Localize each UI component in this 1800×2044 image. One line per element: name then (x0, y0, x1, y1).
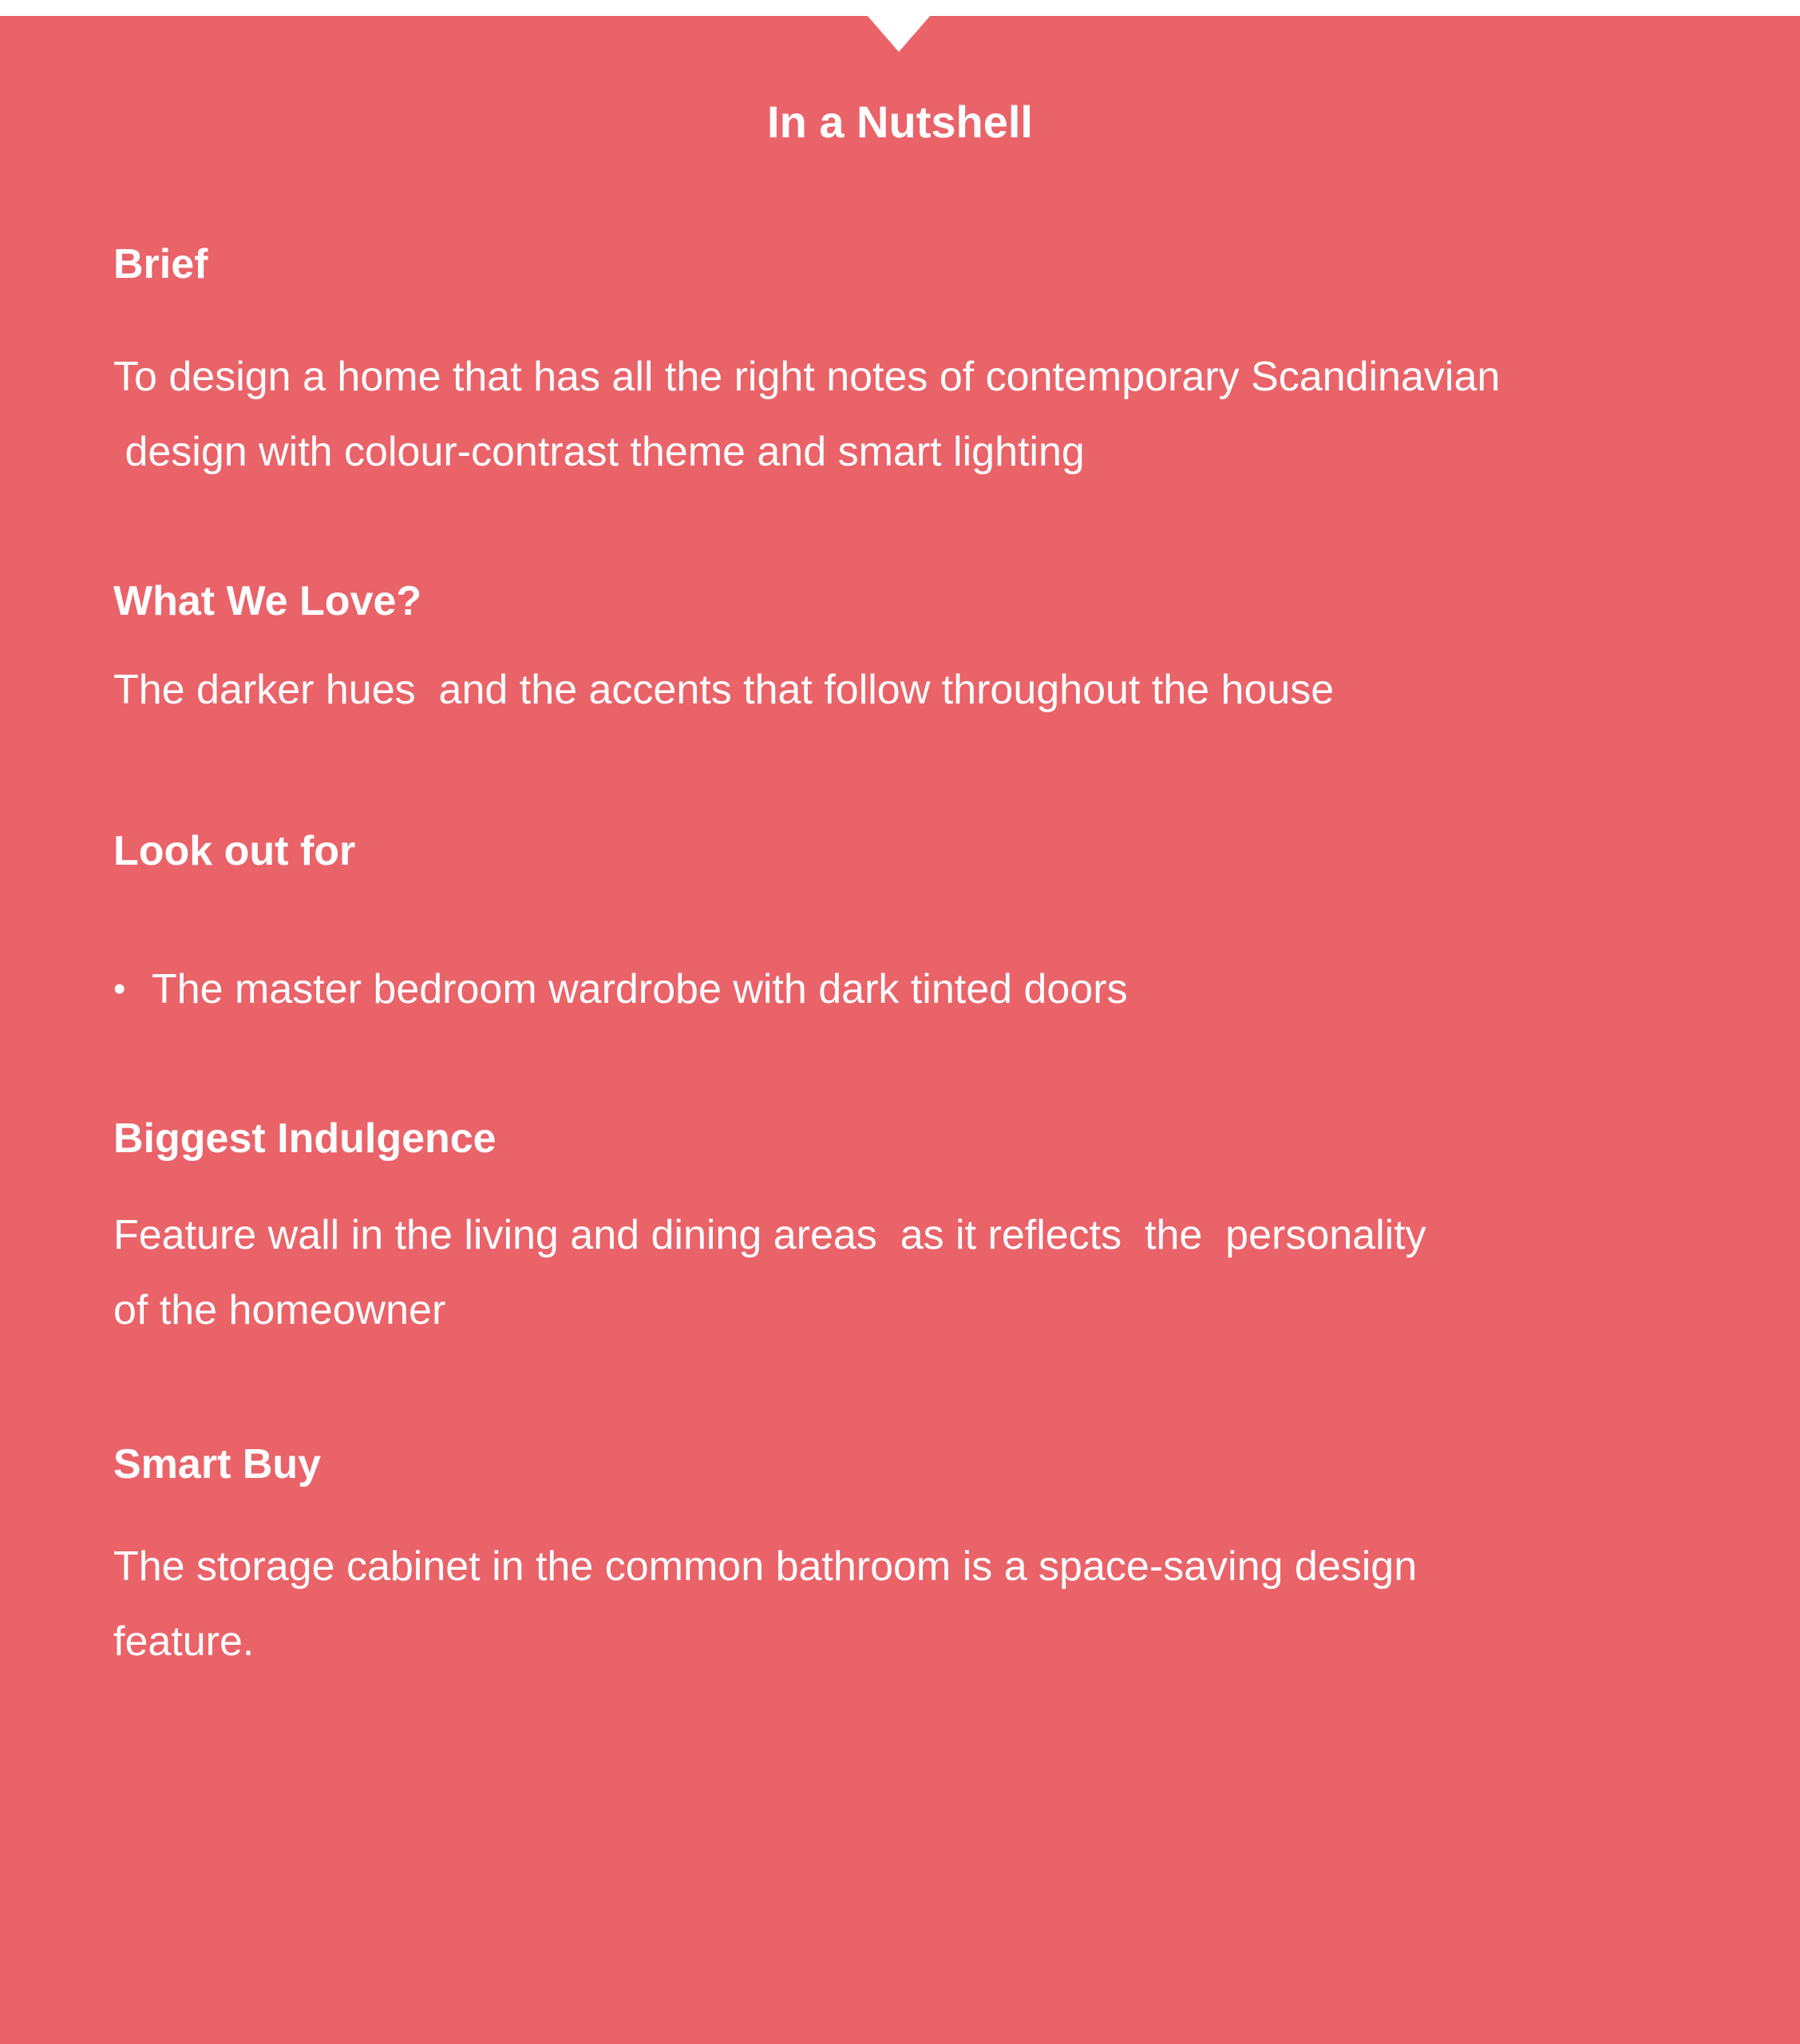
look-out-for-heading: Look out for (113, 828, 356, 874)
list-item (113, 952, 1128, 1027)
list-item-text: The master bedroom wardrobe with dark tinted doors (152, 966, 1128, 1012)
panel-notch (867, 15, 931, 52)
brief-text: To design a home that has all the right notes of contemporary Scandinavian design with colour-contrast theme and smart lighting (113, 354, 1501, 475)
smart-buy-text: The storage cabinet in the common bathroom is a space-saving design feature. (113, 1543, 1418, 1665)
biggest-indulgence-heading: Biggest Indulgence (113, 1115, 496, 1162)
what-we-love-heading: What We Love? (113, 578, 422, 624)
bullet-icon: • (113, 969, 126, 1008)
look-out-for-list (113, 952, 1128, 1027)
smart-buy-heading: Smart Buy (113, 1441, 322, 1487)
brief-heading: Brief (113, 241, 208, 287)
panel-title: In a Nutshell (767, 97, 1033, 147)
nutshell-panel (0, 16, 1800, 2044)
what-we-love-text: The darker hues and the accents that follow throughout the house (113, 667, 1335, 713)
biggest-indulgence-text: Feature wall in the living and dining areas as it reflects the personality of the homeowner (113, 1212, 1426, 1333)
